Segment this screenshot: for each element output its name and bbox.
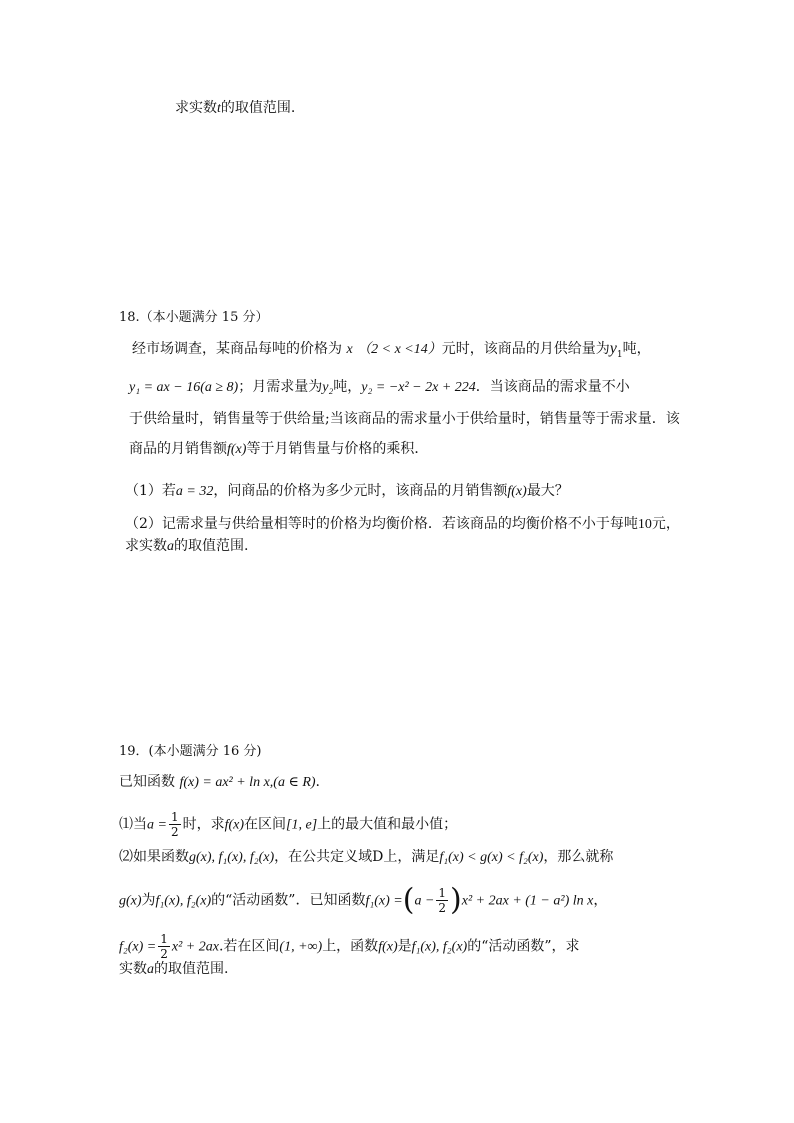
q19-l4-c: ， <box>593 892 608 909</box>
q19-l2-den: 2 <box>170 825 179 839</box>
q18-p2-a: ；月需求量为 <box>238 379 323 395</box>
q18-s2 <box>125 517 680 532</box>
q19-l4-rest: x² + 2ax + (1 − a²) ln x <box>461 893 594 909</box>
q19-l6 <box>119 962 228 977</box>
q18-p4 <box>129 442 428 457</box>
q18-p2-y2: y₂ <box>322 380 334 395</box>
q18-p1-sub: 1 <box>616 349 623 360</box>
q19-l5-num: 1 <box>160 932 168 946</box>
q18-p1-x: x <box>346 342 353 357</box>
q19-l2-frac <box>169 810 181 839</box>
q19-l5-f: f(x) <box>378 939 398 955</box>
q19-l5-rest: x² + 2ax <box>171 939 219 955</box>
q19-l2-a: ⑴当 <box>119 816 147 833</box>
q18-p2-b: 吨， <box>333 379 362 395</box>
q19-l5 <box>119 932 580 961</box>
q18-s1-eq: a = 32 <box>175 484 214 499</box>
q19-l4-rparen: ) <box>450 882 462 918</box>
q19-l2-avar: a = <box>147 817 167 833</box>
q19-l4-g: g(x) <box>119 893 142 909</box>
q19-l5-c: 是 <box>397 938 412 955</box>
q19-l3-funcs: g(x), f₁(x), f₂(x) <box>189 850 275 865</box>
q19-l4-f1: f₁(x) = <box>365 893 403 909</box>
q18-s2-line2-b: 的取值范围. <box>174 538 249 554</box>
q18-p2 <box>129 380 630 395</box>
q18-s2-line2-var: a <box>167 539 174 554</box>
q18-p1-b: 元时，该商品的月供给量为 <box>441 341 610 357</box>
q19-l5-frac <box>158 932 170 961</box>
q18-s2-b: 元， <box>651 516 680 532</box>
q19-l2-c: 在区间 <box>244 816 287 833</box>
q19-l2-f: f(x) <box>224 817 245 833</box>
q19-l4-b: 的“活动函数”．已知函数 <box>211 892 366 909</box>
q19-l3-a: ⑵如果函数 <box>119 849 189 865</box>
q18-s1-c: 最大？ <box>526 483 569 499</box>
q19-l4-den: 2 <box>438 901 447 915</box>
q19-l4-frac <box>436 886 448 915</box>
q18-p2-eq2: y₂ = −x² − 2x + 224 <box>361 380 476 395</box>
q19-l2-int: [1, e] <box>286 817 318 833</box>
q19-l2-d: 上的最大值和最小值； <box>317 816 458 833</box>
q19-l4-f12: f₁(x), f₂(x) <box>155 893 212 909</box>
q18-p1-c: 吨， <box>622 341 651 357</box>
q19-l2 <box>119 810 457 839</box>
q19-l1-eq: f(x) = ax² + ln x,(a ∈ R) <box>179 775 316 790</box>
q19-l6-b: 的取值范围. <box>154 961 229 977</box>
q18-s1-f: f(x) <box>507 484 527 499</box>
q18-p1-y: y <box>609 340 617 357</box>
q19-header: 19．(本小题满分 16 分) <box>119 744 262 759</box>
q19-l1-a: 已知函数 <box>119 774 175 790</box>
q18-header: 18.（本小题满分 15 分） <box>119 310 269 325</box>
q19-l5-d: 的“活动函数”，求 <box>467 938 580 955</box>
q19-l5-den: 2 <box>160 947 168 961</box>
q19-l5-b: 上，函数 <box>322 938 379 955</box>
q19-l5-f12: f₁(x), f₂(x) <box>411 939 468 955</box>
q19-l2-num: 1 <box>170 810 179 824</box>
q19-l4 <box>119 882 608 918</box>
q18-s1 <box>125 484 569 499</box>
q18-s2-a: （2）记需求量与供给量相等时的价格为均衡价格．若该商品的均衡价格不小于每吨 <box>125 516 638 532</box>
q18-p1-a: 经市场调查，某商品每吨的价格为 <box>132 341 342 357</box>
q18-p2-c: ．当该商品的需求量不小 <box>475 379 630 395</box>
q18-s2-num: 10 <box>637 517 652 532</box>
q19-l5-a: .若在区间 <box>218 938 280 955</box>
q19-l6-var: a <box>147 962 154 977</box>
q18-p2-eq1: y₁ = ax − 16(a ≥ 8) <box>129 380 239 395</box>
q18-p4-f: f(x) <box>227 442 247 457</box>
q18-s2-line2-a: 求实数 <box>125 538 167 554</box>
q19-l3 <box>119 850 613 865</box>
q18-p4-a: 商品的月销售额 <box>129 441 227 457</box>
q19-l4-avar: a − <box>414 893 435 909</box>
q18-s1-b: ，问商品的价格为多少元时，该商品的月销售额 <box>213 483 508 499</box>
top-text <box>175 101 295 116</box>
q19-l6-a: 实数 <box>119 961 147 977</box>
q19-l2-b: 时，求 <box>182 816 225 833</box>
q19-l4-a: 为 <box>141 892 156 909</box>
q19-l4-lparen: ( <box>402 882 415 918</box>
q19-l5-int: (1, +∞) <box>279 939 323 955</box>
q19-l3-ineq: f₁(x) < g(x) < f₂(x) <box>439 850 544 865</box>
top-var: t <box>217 101 221 116</box>
q18-p3: 于供给量时，销售量等于供给量;当该商品的需求量小于供给量时，销售量等于需求量．该 <box>129 411 680 427</box>
q18-s2-line2 <box>125 539 248 554</box>
q19-l3-b: ，在公共定义域D上，满足 <box>274 849 440 865</box>
q18-p1 <box>132 340 651 360</box>
q19-l1 <box>119 775 320 790</box>
q19-l1-b: . <box>315 774 320 790</box>
q18-s1-a: （1）若 <box>125 483 176 499</box>
top-suffix: 的取值范围. <box>220 100 296 116</box>
q18-p4-b: 等于月销售量与价格的乘积． <box>246 441 429 457</box>
q18-p1-range: （2 < x <14） <box>357 342 442 357</box>
top-prefix: 求实数 <box>175 100 217 116</box>
q19-l3-c: ，那么就称 <box>543 849 614 865</box>
q19-l5-f2: f₂(x) = <box>119 939 157 955</box>
q19-l4-num: 1 <box>438 886 447 900</box>
